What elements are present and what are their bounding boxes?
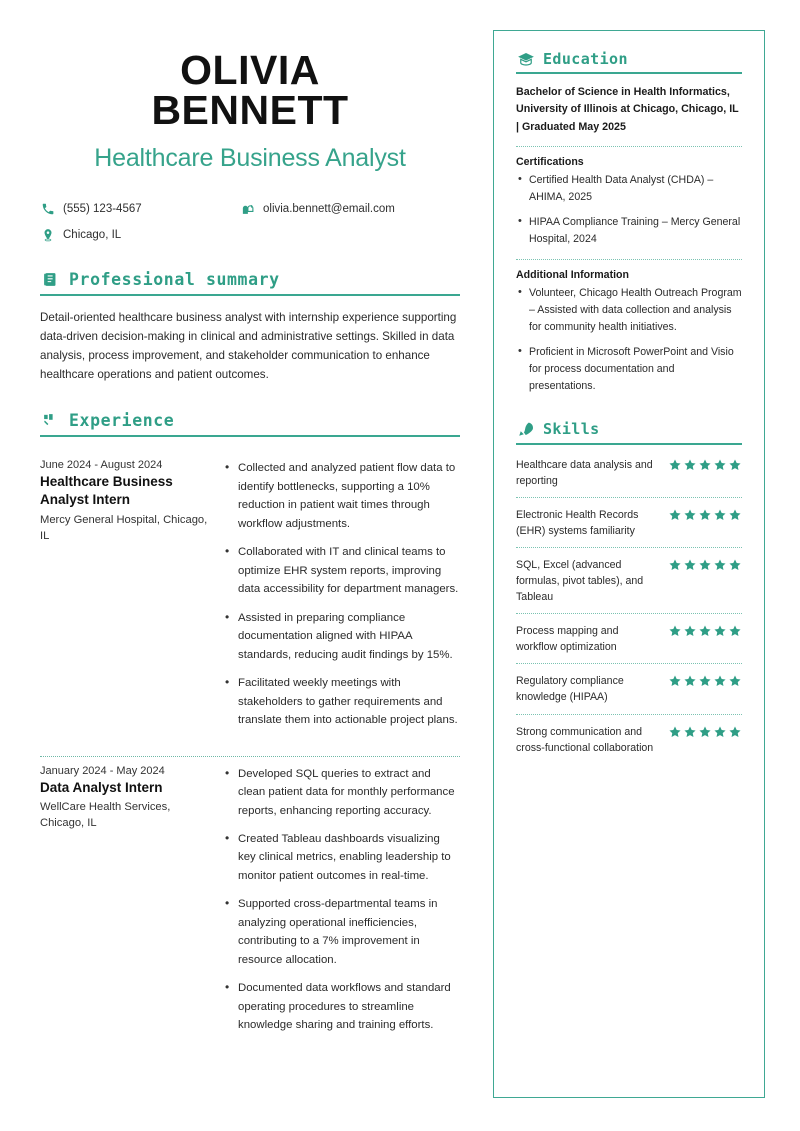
- star-icon: [713, 458, 727, 472]
- list-item: • Proficient in Microsoft PowerPoint and Visio for process documentation and presentations.: [516, 344, 742, 395]
- star-icon: [698, 725, 712, 739]
- star-icon: [713, 674, 727, 688]
- contact-email: [240, 201, 395, 217]
- experience-dates: June 2024 - August 2024: [40, 459, 163, 472]
- experience-entry: [40, 451, 460, 739]
- location-pin-icon: [40, 227, 56, 243]
- star-icon: [698, 674, 712, 688]
- additional-information-label: Additional Information: [516, 268, 629, 281]
- star-icon: [668, 725, 682, 739]
- education-degree: Bachelor of Science in Health Informatics, University of Illinois at Chicago, Chicago, IL | Graduated May 2025: [516, 86, 739, 133]
- skill-separator: [516, 613, 742, 614]
- skill-label: Healthcare data analysis and reporting: [516, 458, 653, 487]
- skill-row: [516, 722, 742, 756]
- skill-rating-stars: [668, 507, 742, 522]
- list-item: • Created Tableau dashboards visualizing key clinical metrics, enabling leadership to monitor patient outcomes in real-time.: [225, 830, 460, 885]
- education-heading-label: Education: [543, 49, 628, 68]
- skill-separator: [516, 497, 742, 498]
- contact-row-1: [40, 201, 460, 217]
- skills-list: [516, 455, 742, 756]
- skill-row: [516, 555, 742, 605]
- star-icon: [713, 508, 727, 522]
- star-icon: [728, 458, 742, 472]
- skills-divider: [516, 443, 742, 445]
- star-icon: [683, 458, 697, 472]
- quote-icon: [40, 410, 60, 430]
- star-icon: [698, 624, 712, 638]
- mailbox-icon: [240, 201, 256, 217]
- contact-location: [40, 227, 240, 243]
- star-icon: [728, 508, 742, 522]
- skill-row: [516, 505, 742, 539]
- star-icon: [698, 508, 712, 522]
- list-item: • Certified Health Data Analyst (CHDA) – AHIMA, 2025: [516, 172, 742, 206]
- star-icon: [713, 558, 727, 572]
- skill-row: [516, 621, 742, 655]
- experience-entry: [40, 757, 460, 1045]
- skill-label: Regulatory compliance knowledge (HIPAA): [516, 675, 624, 704]
- additional-information-list: [516, 285, 742, 396]
- skill-label: Electronic Health Records (EHR) systems familiarity: [516, 508, 639, 537]
- list-item: • Volunteer, Chicago Health Outreach Program – Assisted with data collection and analysis for community health initiatives.: [516, 285, 742, 336]
- list-item: • Assisted in preparing compliance documentation aligned with HIPAA standards, reducing audit findings by 15%.: [225, 609, 460, 664]
- education-divider: [516, 72, 742, 74]
- skill-row: [516, 671, 742, 705]
- skill-rating-stars: [668, 457, 742, 472]
- contact-phone: [40, 201, 240, 217]
- summary-divider: [40, 294, 460, 296]
- first-name: OLIVIA: [180, 47, 320, 93]
- certifications-label: Certifications: [516, 155, 584, 168]
- experience-list: [40, 451, 460, 1044]
- skills-heading-label: Skills: [543, 420, 600, 439]
- left-column: [40, 28, 460, 1045]
- list-item: • Collected and analyzed patient flow data to identify bottlenecks, supporting a 10% reduction in patient wait times through workflow adjustments.: [225, 459, 460, 533]
- list-item: • Documented data workflows and standard operating procedures to streamline knowledge sharing and training efforts.: [225, 979, 460, 1034]
- skill-label: SQL, Excel (advanced formulas, pivot tables), and Tableau: [516, 558, 644, 604]
- star-icon: [728, 725, 742, 739]
- education-separator-1: [516, 146, 742, 147]
- star-icon: [683, 624, 697, 638]
- star-icon: [683, 558, 697, 572]
- right-panel: [493, 30, 765, 1098]
- experience-role: Healthcare Business Analyst Intern: [40, 474, 173, 508]
- education-heading: [516, 49, 742, 72]
- experience-dates: January 2024 - May 2024: [40, 764, 165, 777]
- experience-role: Data Analyst Intern: [40, 779, 163, 795]
- skill-rating-stars: [668, 673, 742, 688]
- summary-heading-label: Professional summary: [69, 269, 280, 289]
- skill-separator: [516, 547, 742, 548]
- star-icon: [728, 674, 742, 688]
- summary-text: Detail-oriented healthcare business analyst with internship experience supporting data-driven decision-making in clinical and administrative settings. Skilled in data analysis, process improvement, and stakeholder communication to enhance healthcare operations and patient outcomes.: [40, 311, 457, 381]
- skill-label: Strong communication and cross-functional collaboration: [516, 725, 654, 754]
- phone-value: (555) 123-4567: [63, 203, 142, 216]
- skill-separator: [516, 663, 742, 664]
- skill-rating-stars: [668, 623, 742, 638]
- star-icon: [683, 725, 697, 739]
- list-item: • Supported cross-departmental teams in analyzing operational inefficiencies, contributing to a 7% improvement in resource allocation.: [225, 895, 460, 969]
- star-icon: [713, 624, 727, 638]
- email-value: olivia.bennett@email.com: [263, 203, 395, 216]
- contact-row-2: [40, 227, 460, 243]
- location-value: Chicago, IL: [63, 229, 122, 242]
- graduation-cap-icon: [516, 49, 535, 68]
- star-icon: [668, 558, 682, 572]
- phone-icon: [40, 201, 56, 217]
- experience-heading-label: Experience: [69, 410, 175, 430]
- star-icon: [668, 508, 682, 522]
- skills-heading: [516, 420, 742, 443]
- skill-row: [516, 455, 742, 489]
- scroll-icon: [40, 269, 60, 289]
- experience-organization: WellCare Health Services, Chicago, IL: [40, 801, 171, 830]
- experience-details: [225, 765, 460, 1045]
- list-item: • Developed SQL queries to extract and clean patient data for monthly performance reports, enhancing reporting accuracy.: [225, 765, 460, 820]
- experience-organization: Mercy General Hospital, Chicago, IL: [40, 513, 208, 542]
- list-item: • HIPAA Compliance Training – Mercy General Hospital, 2024: [516, 214, 742, 248]
- experience-details: [225, 459, 460, 739]
- last-name: BENNETT: [151, 87, 349, 134]
- experience-meta: [40, 765, 225, 1045]
- experience-meta: [40, 459, 225, 739]
- education-separator-2: [516, 259, 742, 260]
- star-icon: [728, 558, 742, 572]
- certifications-list: [516, 172, 742, 249]
- star-icon: [728, 624, 742, 638]
- contact-block: [40, 201, 460, 243]
- experience-bullets: [225, 459, 460, 729]
- section-experience: [40, 410, 460, 1044]
- skill-rating-stars: [668, 724, 742, 739]
- page-title: [40, 28, 460, 134]
- star-icon: [668, 624, 682, 638]
- experience-heading: [40, 410, 460, 435]
- skill-label: Process mapping and workflow optimization: [516, 625, 619, 654]
- section-professional-summary: [40, 269, 460, 384]
- star-icon: [698, 458, 712, 472]
- skill-rating-stars: [668, 557, 742, 572]
- star-icon: [698, 558, 712, 572]
- star-icon: [668, 674, 682, 688]
- list-item: • Facilitated weekly meetings with stakeholders to gather requirements and translate them into actionable project plans.: [225, 674, 460, 729]
- job-title: Healthcare Business Analyst: [94, 144, 406, 173]
- star-icon: [683, 674, 697, 688]
- section-skills: [516, 420, 742, 756]
- star-icon: [713, 725, 727, 739]
- experience-divider: [40, 435, 460, 437]
- star-icon: [683, 508, 697, 522]
- list-item: • Collaborated with IT and clinical teams to optimize EHR system reports, improving data accessibility for department managers.: [225, 543, 460, 598]
- section-education: [516, 49, 742, 396]
- star-icon: [668, 458, 682, 472]
- experience-bullets: [225, 765, 460, 1035]
- summary-heading: [40, 269, 460, 294]
- rocket-icon: [516, 420, 535, 439]
- skill-separator: [516, 714, 742, 715]
